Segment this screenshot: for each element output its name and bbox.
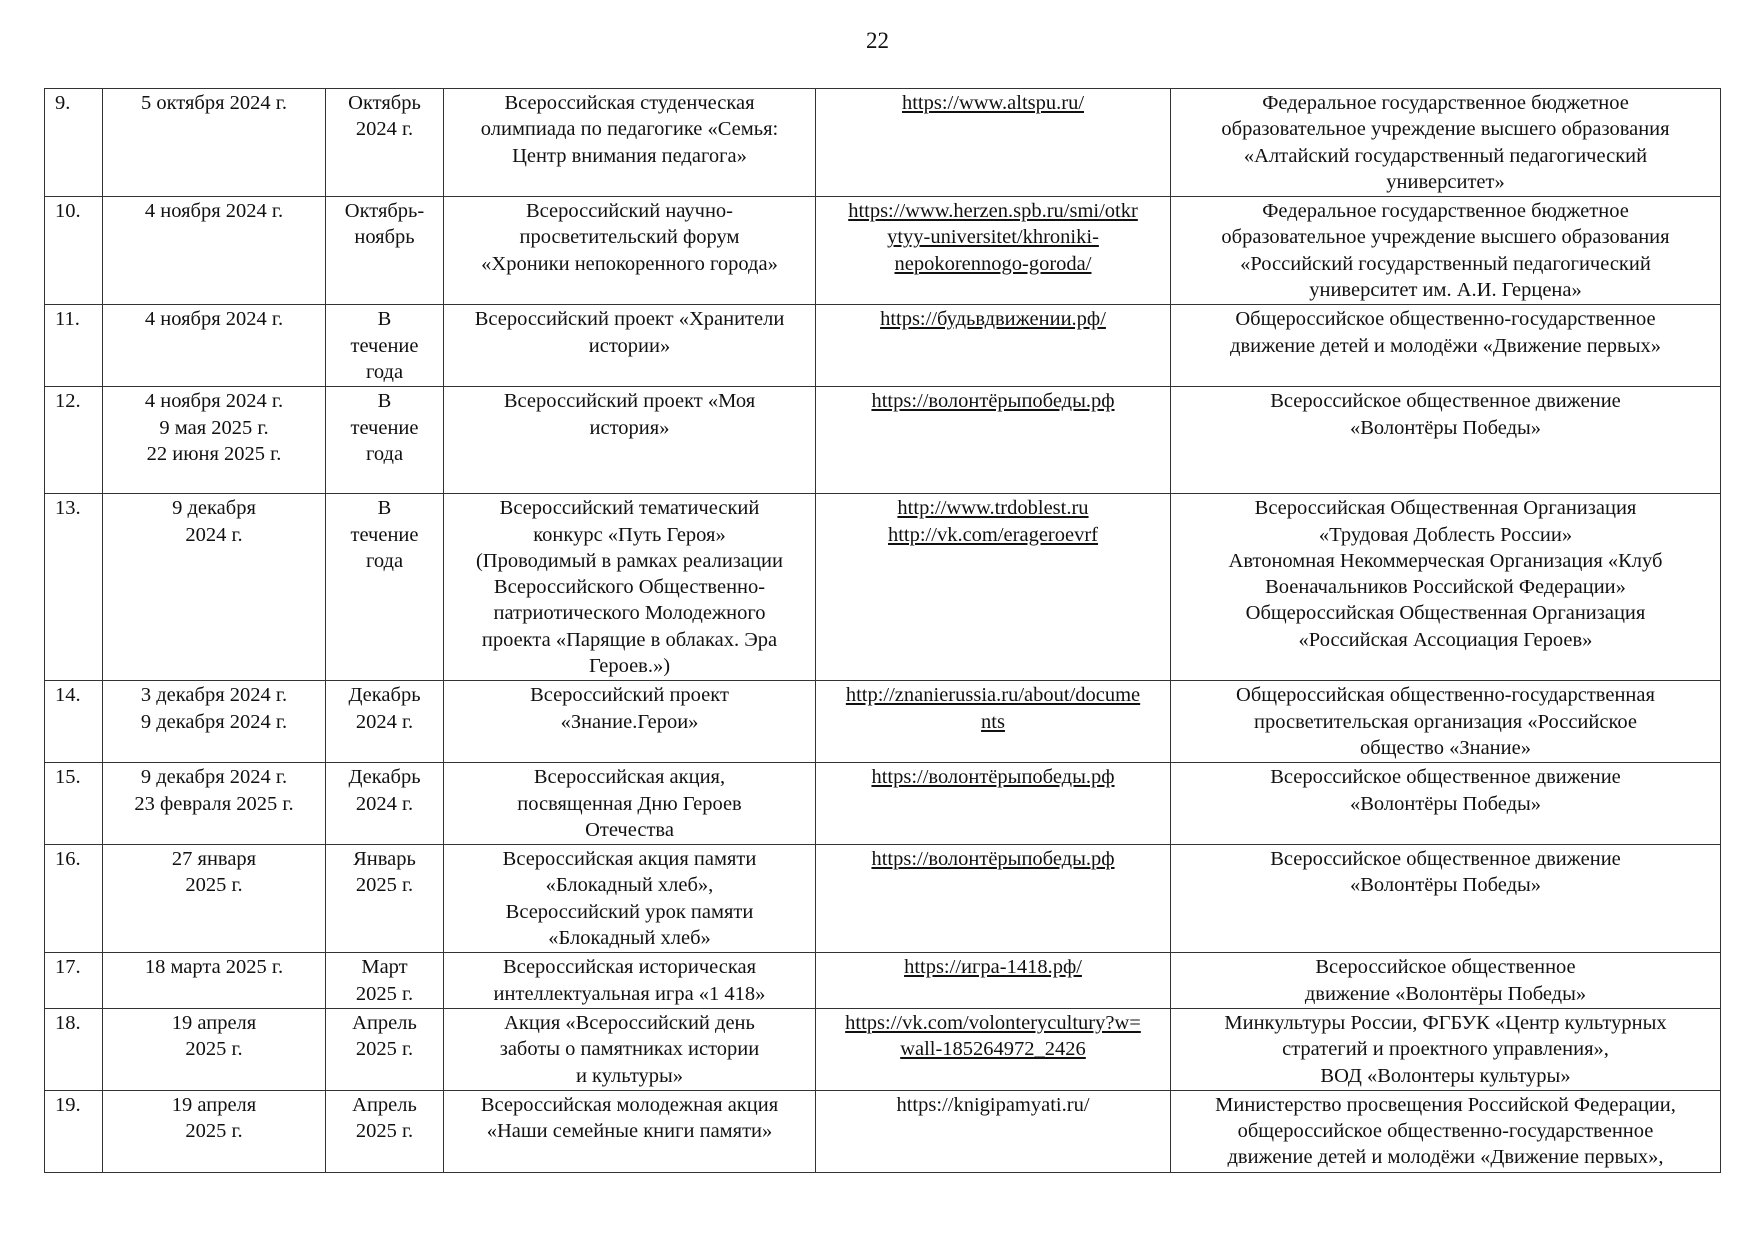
organizer-cell: Общероссийское общественно-государственное движение детей и молодёжи «Движение первых»: [1171, 305, 1721, 387]
row-number-cell: 19.: [45, 1090, 103, 1172]
website-cell: [816, 953, 1171, 1009]
event-name-cell: Всероссийская акция памяти «Блокадный хлеб», Всероссийский урок памяти «Блокадный хлеб»: [444, 845, 816, 953]
event-name-cell: Всероссийский проект «Знание.Герои»: [444, 681, 816, 763]
events-table: [44, 88, 1721, 1173]
row-number-cell: 9.: [45, 89, 103, 197]
row-number-cell: 16.: [45, 845, 103, 953]
website-cell: [816, 1090, 1171, 1172]
organizer-cell: Минкультуры России, ФГБУК «Центр культурных стратегий и проектного управления», ВОД «Волонтеры культуры»: [1171, 1008, 1721, 1090]
event-name-cell: Всероссийский проект «Хранители истории»: [444, 305, 816, 387]
event-name-cell: Всероссийский проект «Моя история»: [444, 387, 816, 494]
row-number-cell: 15.: [45, 763, 103, 845]
event-name-cell: Всероссийская молодежная акция «Наши семейные книги памяти»: [444, 1090, 816, 1172]
event-name-cell: Всероссийский тематический конкурс «Путь Героя» (Проводимый в рамках реализации Всероссийского Общественно- патриотического Молодежного проекта «Парящие в облаках. Эра Героев.»): [444, 494, 816, 681]
row-number-cell: 17.: [45, 953, 103, 1009]
period-cell: В течение года: [326, 387, 444, 494]
table-row: [45, 681, 1721, 763]
events-table-body: [45, 89, 1721, 1173]
website-cell: [816, 763, 1171, 845]
website-cell: [816, 1008, 1171, 1090]
period-cell: Март 2025 г.: [326, 953, 444, 1009]
period-cell: Декабрь 2024 г.: [326, 763, 444, 845]
table-row: [45, 89, 1721, 197]
event-name-cell: Всероссийская историческая интеллектуальная игра «1 418»: [444, 953, 816, 1009]
website-link[interactable]: https://игра-1418.рф/: [904, 956, 1082, 979]
row-number-cell: 18.: [45, 1008, 103, 1090]
website-cell: [816, 681, 1171, 763]
event-name-cell: Всероссийский научно- просветительский форум «Хроники непокоренного города»: [444, 197, 816, 305]
organizer-cell: Всероссийское общественное движение «Волонтёры Победы»: [1171, 953, 1721, 1009]
period-cell: Апрель 2025 г.: [326, 1008, 444, 1090]
organizer-cell: Министерство просвещения Российской Федерации, общероссийское общественно-государственное движение детей и молодёжи «Движение первых»,: [1171, 1090, 1721, 1172]
period-cell: В течение года: [326, 494, 444, 681]
website-link[interactable]: http://znanierussia.ru/about/docume nts: [845, 684, 1141, 733]
website-link[interactable]: https://волонтёрыпобеды.рф: [871, 848, 1115, 871]
table-row: [45, 845, 1721, 953]
website-cell: [816, 197, 1171, 305]
website-link[interactable]: https://будьвдвижении.рф/: [880, 308, 1106, 331]
website-link[interactable]: https://волонтёрыпобеды.рф: [871, 766, 1115, 789]
organizer-cell: Федеральное государственное бюджетное образовательное учреждение высшего образования «Алтайский государственный педагогический университет»: [1171, 89, 1721, 197]
date-cell: 4 ноября 2024 г.: [103, 305, 326, 387]
organizer-cell: Всероссийское общественное движение «Волонтёры Победы»: [1171, 763, 1721, 845]
event-name-cell: Всероссийская студенческая олимпиада по педагогике «Семья: Центр внимания педагога»: [444, 89, 816, 197]
organizer-cell: Всероссийская Общественная Организация «Трудовая Доблесть России» Автономная Некоммерческая Организация «Клуб Военачальников Российской Федерации» Общероссийская Общественная Организация «Российская Ассоциация Героев»: [1171, 494, 1721, 681]
table-row: [45, 1090, 1721, 1172]
organizer-cell: Всероссийское общественное движение «Волонтёры Победы»: [1171, 845, 1721, 953]
date-cell: 9 декабря 2024 г.: [103, 494, 326, 681]
website-cell: [816, 89, 1171, 197]
website-cell: [816, 845, 1171, 953]
date-cell: 3 декабря 2024 г. 9 декабря 2024 г.: [103, 681, 326, 763]
date-cell: 19 апреля 2025 г.: [103, 1008, 326, 1090]
page-number: 22: [866, 28, 889, 53]
website-link[interactable]: https://vk.com/volonterycultury?w= wall-185264972_2426: [845, 1011, 1141, 1061]
organizer-cell: Общероссийская общественно-государственная просветительская организация «Российское общество «Знание»: [1171, 681, 1721, 763]
period-cell: Январь 2025 г.: [326, 845, 444, 953]
website-link[interactable]: https://www.altspu.ru/: [901, 92, 1085, 114]
organizer-cell: Всероссийское общественное движение «Волонтёры Победы»: [1171, 387, 1721, 494]
row-number-cell: 11.: [45, 305, 103, 387]
table-row: [45, 387, 1721, 494]
period-cell: Апрель 2025 г.: [326, 1090, 444, 1172]
row-number-cell: 10.: [45, 197, 103, 305]
website-link[interactable]: http://www.trdoblest.ru: [897, 497, 1089, 520]
organizer-cell: Федеральное государственное бюджетное образовательное учреждение высшего образования «Российский государственный педагогический университет им. А.И. Герцена»: [1171, 197, 1721, 305]
website-link[interactable]: https://волонтёрыпобеды.рф: [871, 390, 1115, 413]
website-link[interactable]: http://vk.com/erageroevrf: [887, 523, 1099, 546]
date-cell: 9 декабря 2024 г. 23 февраля 2025 г.: [103, 763, 326, 845]
table-row: [45, 197, 1721, 305]
date-cell: 18 марта 2025 г.: [103, 953, 326, 1009]
date-cell: 4 ноября 2024 г.: [103, 197, 326, 305]
date-cell: 27 января 2025 г.: [103, 845, 326, 953]
row-number-cell: 13.: [45, 494, 103, 681]
website-cell: [816, 305, 1171, 387]
row-number-cell: 12.: [45, 387, 103, 494]
period-cell: Октябрь 2024 г.: [326, 89, 444, 197]
event-name-cell: Всероссийская акция, посвященная Дню Героев Отечества: [444, 763, 816, 845]
website-cell: [816, 494, 1171, 681]
period-cell: Октябрь- ноябрь: [326, 197, 444, 305]
date-cell: 19 апреля 2025 г.: [103, 1090, 326, 1172]
table-row: [45, 953, 1721, 1009]
website-link[interactable]: https://knigipamyati.ru/: [896, 1093, 1090, 1116]
website-cell: [816, 387, 1171, 494]
table-row: [45, 763, 1721, 845]
period-cell: Декабрь 2024 г.: [326, 681, 444, 763]
period-cell: В течение года: [326, 305, 444, 387]
row-number-cell: 14.: [45, 681, 103, 763]
event-name-cell: Акция «Всероссийский день заботы о памятниках истории и культуры»: [444, 1008, 816, 1090]
website-link[interactable]: https://www.herzen.spb.ru/smi/otkr ytyy-universitet/khroniki- nepokorennogo-goroda/: [848, 200, 1138, 275]
table-row: [45, 305, 1721, 387]
date-cell: 5 октября 2024 г.: [103, 89, 326, 197]
table-row: [45, 1008, 1721, 1090]
date-cell: 4 ноября 2024 г. 9 мая 2025 г. 22 июня 2025 г.: [103, 387, 326, 494]
table-row: [45, 494, 1721, 681]
